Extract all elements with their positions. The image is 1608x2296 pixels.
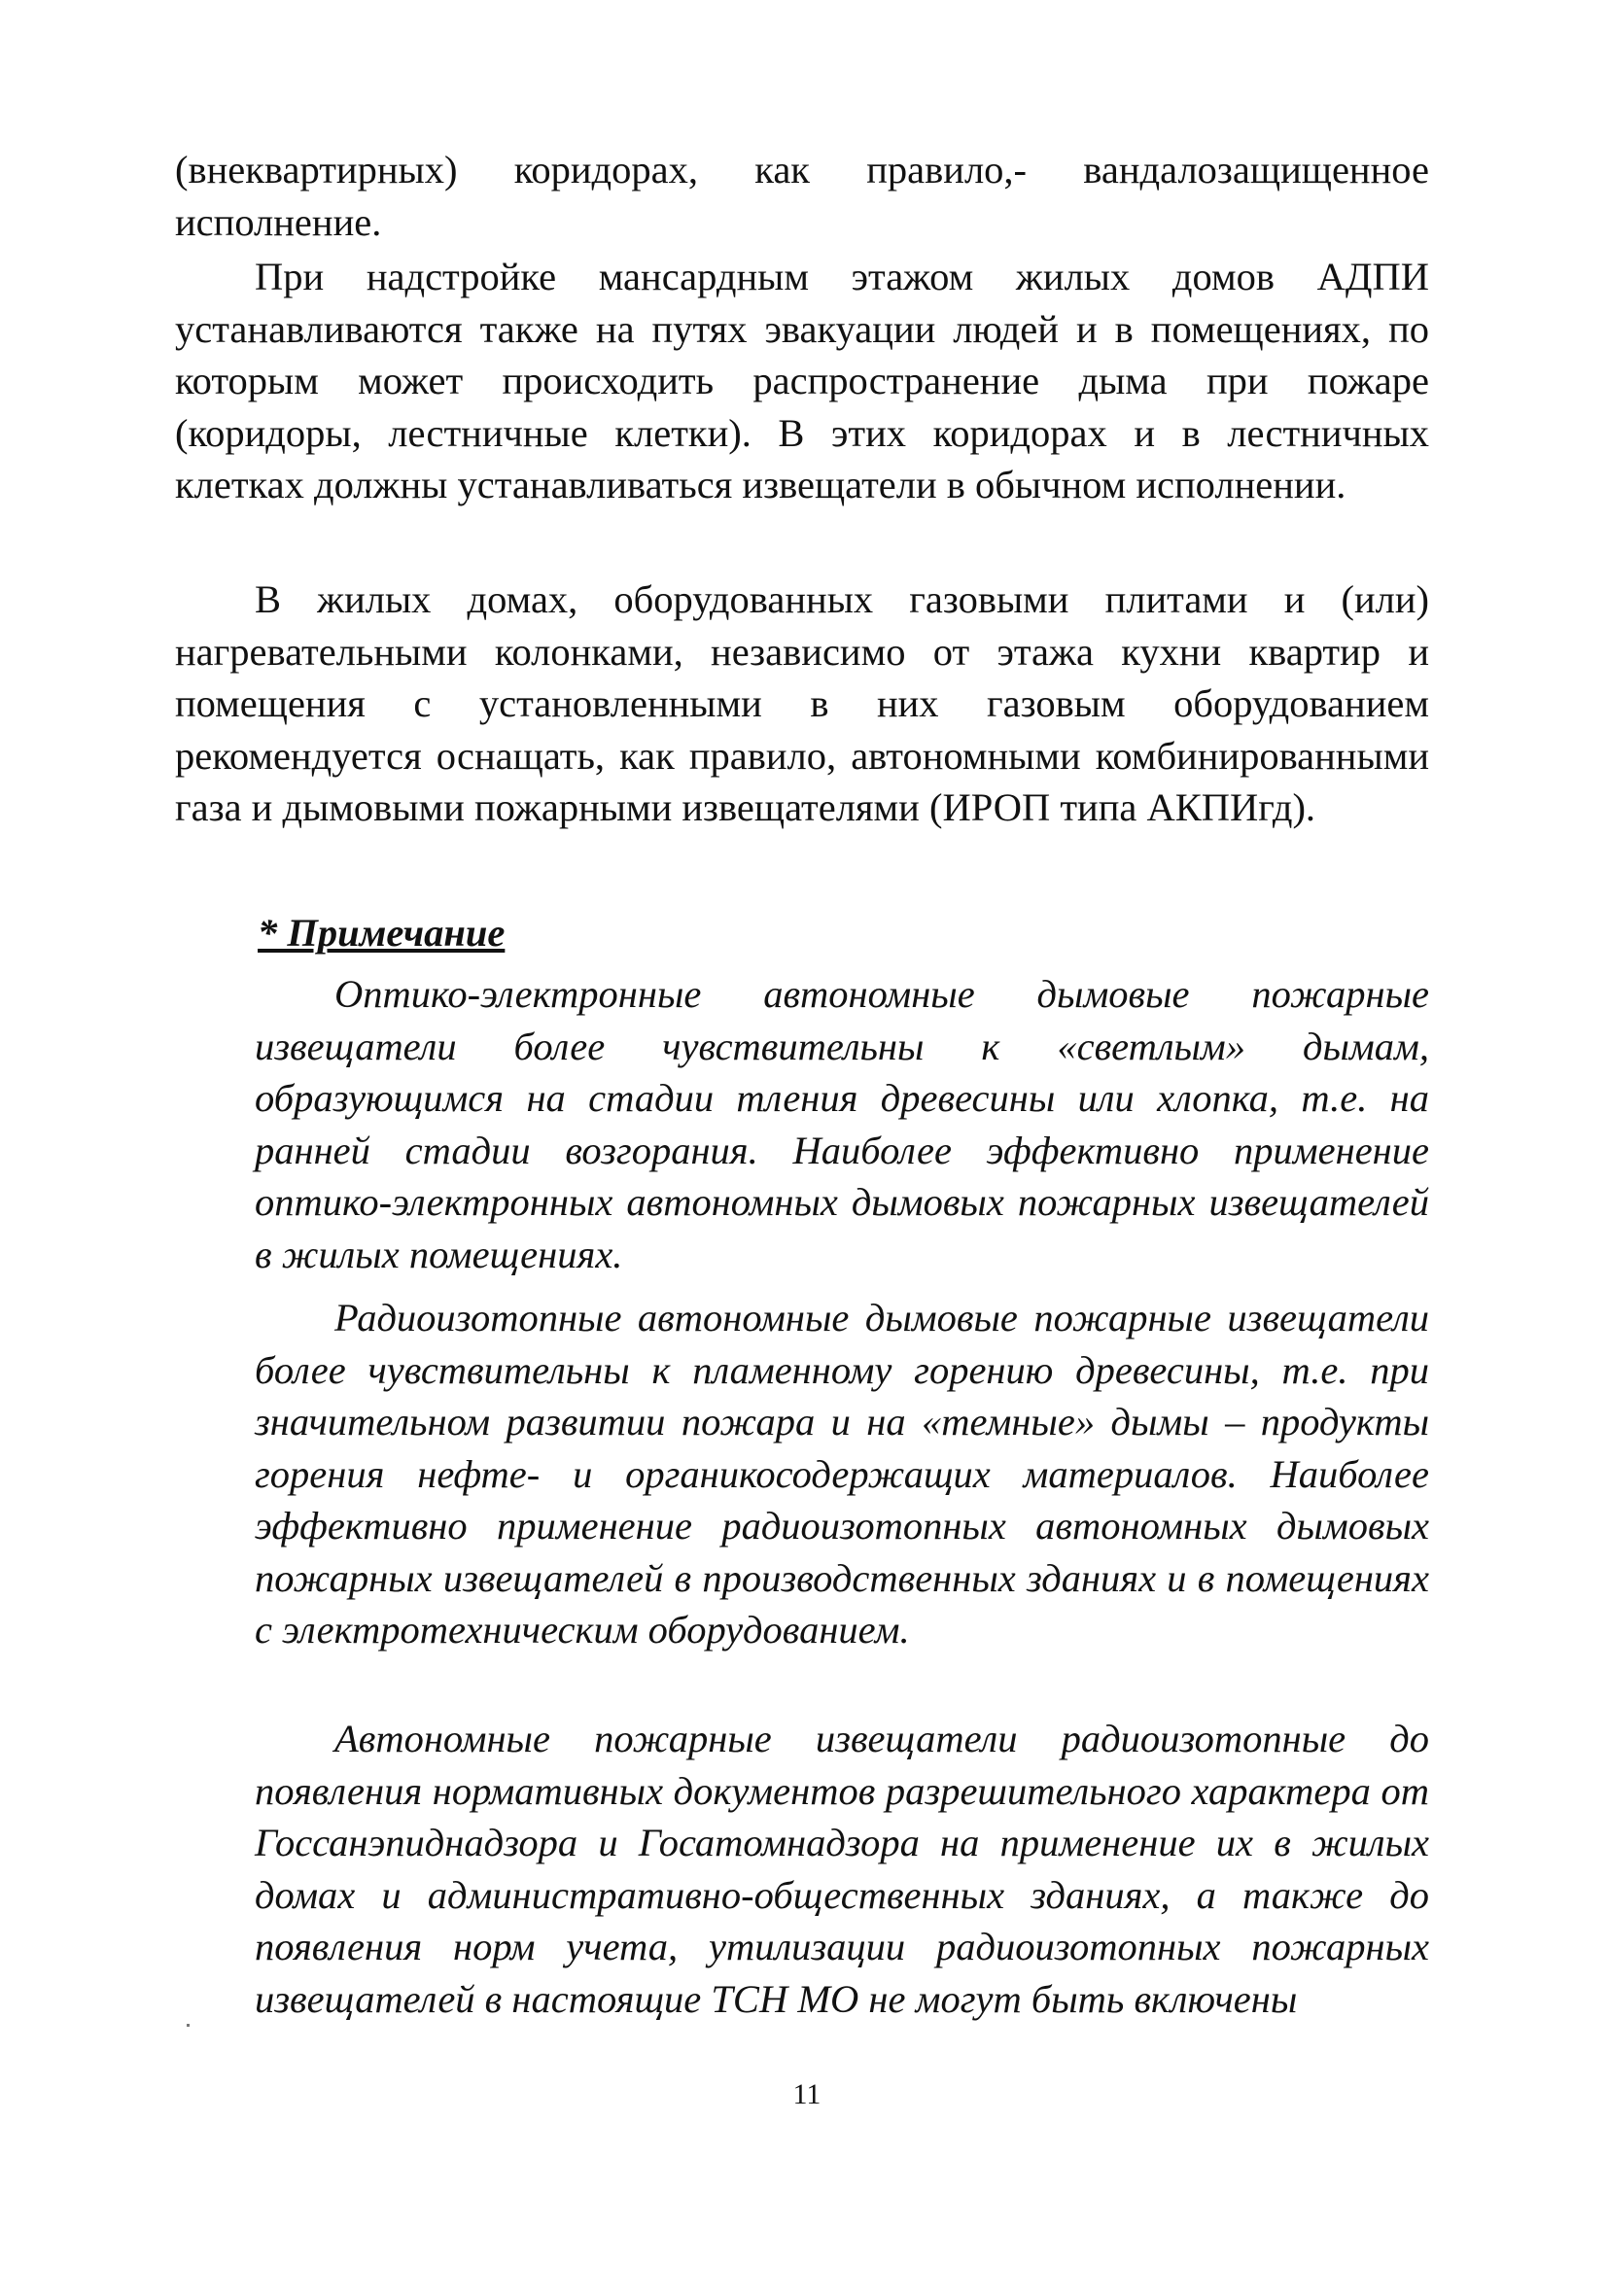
scan-artifact — [187, 2024, 190, 2027]
paragraph-gas-equipment: В жилых домах, оборудованных газовыми плитами и (или) нагревательными колонками, независимо от этажа кухни квартир и помещения с установленными в них газовым оборудованием рекомендуется оснащать, как правило, автономными комбинированными газа и дымовыми пожарными извещателями (ИРОП типа АКПИгд). — [175, 577, 1429, 829]
paragraph-corridors: (внеквартирных) коридорах, как правило,- вандалозащищенное исполнение. — [175, 148, 1429, 244]
note-title: * Примечание — [258, 911, 506, 955]
note-paragraph-radioisotope: Радиоизотопные автономные дымовые пожарные извещатели более чувствительны к пламенному горению древесины, т.е. при значительном развитии пожара и на «темные» дымы – продукты горения нефте- и органикосодержащих материалов. Наиболее эффективно применение радиоизотопных автономных дымовых пожарных извещателей в производственных зданиях и в помещениях с электротехническим оборудованием. — [255, 1296, 1429, 1652]
page-number: 11 — [792, 2078, 821, 2110]
note-paragraph-regulation: Автономные пожарные извещатели радиоизотопные до появления нормативных документов разрешительного характера от Госсанэпиднадзора и Госатомнадзора на применение их в жилых домах и административно-общественных зданиях, а также до появления норм учета, утилизации радиоизотопных пожарных извещателей в настоящие ТСН МО не могут быть включены — [255, 1717, 1429, 2021]
paragraph-attic-floor: При надстройке мансардным этажом жилых домов АДПИ устанавливаются также на путях эвакуации людей и в помещениях, по которым может происходить распространение дыма при пожаре (коридоры, лестничные клетки). В этих коридорах и в лестничных клетках должны устанавливаться извещатели в обычном исполнении. — [175, 255, 1429, 506]
note-paragraph-optical: Оптико-электронные автономные дымовые пожарные извещатели более чувствительны к «светлым» дымам, образующимся на стадии тления древесины или хлопка, т.е. на ранней стадии возгорания. Наиболее эффективно применение оптико-электронных автономных дымовых пожарных извещателей в жилых помещениях. — [255, 972, 1429, 1276]
